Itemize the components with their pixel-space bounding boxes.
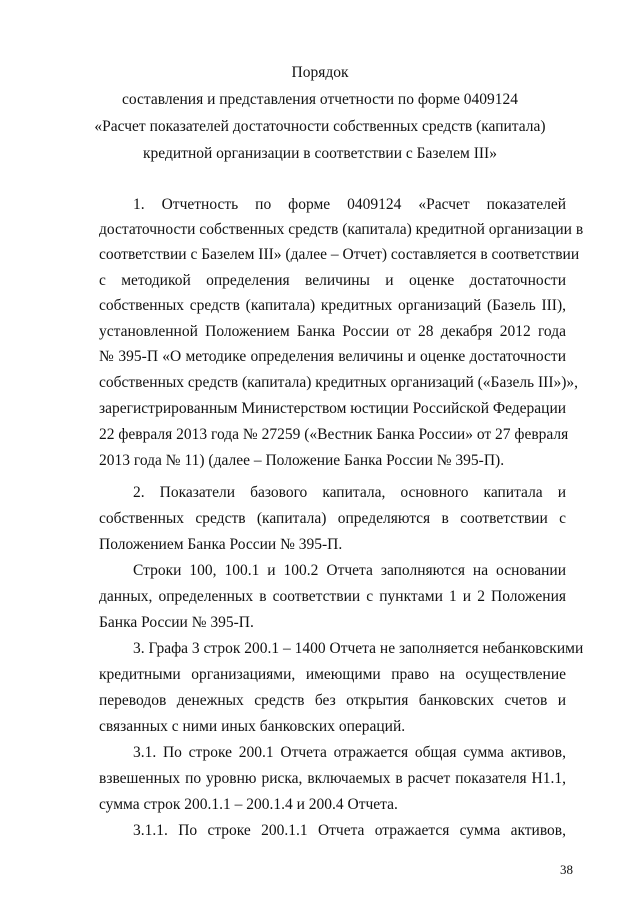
paragraph-line: взвешенных по уровню риска, включаемых в расчет показателя Н1.1, [99,770,566,787]
paragraph-line: Банка России № 395-П. [99,614,254,631]
paragraph-line: сумма строк 200.1.1 – 200.1.4 и 200.4 Отчета. [99,796,398,813]
paragraph-line: 1. Отчетность по форме 0409124 «Расчет показателей [133,196,566,213]
paragraph-line: связанных с ними иных банковских операций. [99,718,406,735]
paragraph-line: соответствии с Базелем III» (далее – Отчет) составляется в соответствии [99,246,580,263]
document-subtitle-line-3: кредитной организации в соответствии с Базелем III» [143,145,497,162]
document-title: Порядок [291,64,349,81]
paragraph-line: Строки 100, 100.1 и 100.2 Отчета заполняются на основании [133,562,566,579]
page-number: 38 [560,862,573,877]
paragraph-line: 2. Показатели базового капитала, основного капитала и [133,484,566,501]
paragraph-line: Положением Банка России № 395-П. [99,536,343,553]
paragraph-line: кредитными организациями, имеющими право на осуществление [99,666,566,683]
paragraph-line: собственных средств (капитала) определяются в соответствии с [99,510,566,527]
paragraph-line: собственных средств (капитала) кредитных организаций («Базель III»)», [99,374,579,391]
paragraph-line: 22 февраля 2013 года № 27259 («Вестник Банка России» от 27 февраля [99,426,569,443]
paragraph-line: 3. Графа 3 строк 200.1 – 1400 Отчета не заполняется небанковскими [133,640,584,657]
paragraph-line: зарегистрированным Министерством юстиции Российской Федерации [99,400,567,417]
document-subtitle-line-2: «Расчет показателей достаточности собственных средств (капитала) [94,118,546,135]
document-subtitle-line-1: составления и представления отчетности по форме 0409124 [122,91,518,108]
paragraph-line: 3.1.1. По строке 200.1.1 Отчета отражается сумма активов, [133,822,566,839]
paragraph-line: с методикой определения величины и оценке достаточности [99,272,566,289]
paragraph-line: № 395-П «О методике определения величины и оценке достаточности [99,348,566,365]
paragraph-line: данных, определенных в соответствии с пунктами 1 и 2 Положения [99,588,566,605]
paragraph-line: переводов денежных средств без открытия банковских счетов и [99,692,566,709]
paragraph-line: собственных средств (капитала) кредитных организаций (Базель III), [99,297,566,314]
paragraph-line: 2013 года № 11) (далее – Положение Банка России № 395-П). [99,452,505,469]
paragraph-line: достаточности собственных средств (капитала) кредитной организации в [99,221,584,238]
paragraph-line: 3.1. По строке 200.1 Отчета отражается общая сумма активов, [133,744,566,761]
paragraph-line: установленной Положением Банка России от 28 декабря 2012 года [99,323,566,340]
